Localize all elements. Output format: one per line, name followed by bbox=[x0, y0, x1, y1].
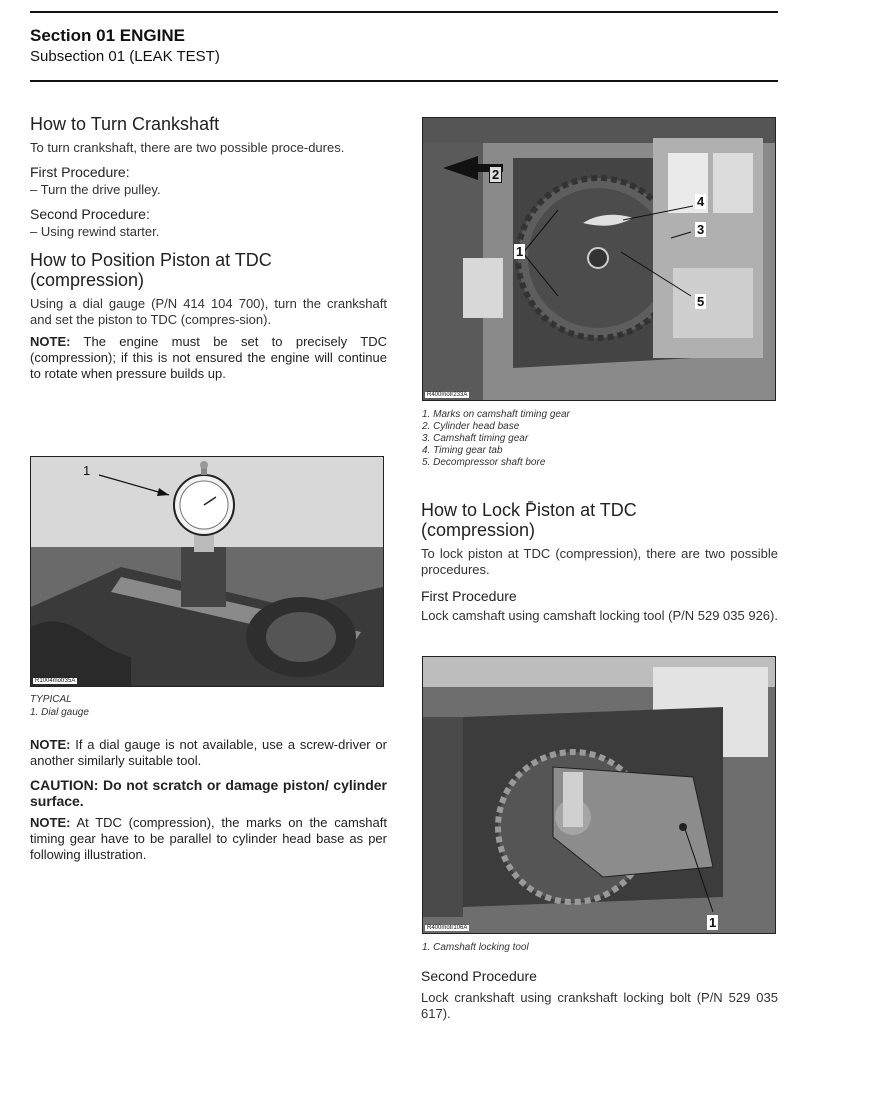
note-text: If a dial gauge is not available, use a screw-driver or another similarly suitable tool. bbox=[30, 737, 387, 768]
lock-first-procedure-heading: First Procedure bbox=[421, 588, 517, 604]
note-tdc-marks bbox=[30, 815, 387, 863]
top-rule bbox=[30, 11, 778, 13]
note-label: NOTE: bbox=[30, 737, 71, 752]
locking-tool-illustration bbox=[423, 657, 775, 933]
lock-piston-heading bbox=[421, 500, 778, 540]
position-heading-line1: How to Position Piston at TDC bbox=[30, 250, 272, 270]
first-procedure-heading: First Procedure: bbox=[30, 164, 130, 180]
dial-gauge-illustration bbox=[31, 457, 383, 686]
timing-gear-callout-4: 4 bbox=[697, 194, 705, 209]
locking-tool-callout-1: 1 bbox=[709, 915, 717, 930]
left-column bbox=[30, 114, 387, 382]
caution-label: CAUTION: bbox=[30, 777, 99, 793]
figure-code: R400motr233A bbox=[427, 392, 468, 398]
dial-gauge-callout-1: 1 bbox=[83, 463, 91, 478]
subsection-title: Subsection 01 (LEAK TEST) bbox=[30, 48, 220, 65]
fig1-caption-item: 1. Dial gauge bbox=[30, 707, 89, 718]
timing-gear-figure bbox=[422, 117, 776, 401]
fig2-caption-3: 3. Camshaft timing gear bbox=[422, 433, 529, 444]
caution-piston bbox=[30, 777, 387, 809]
turn-crankshaft-heading: How to Turn Crankshaft bbox=[30, 114, 220, 134]
position-text: Using a dial gauge (P/N 414 104 700), turn the crankshaft and set the piston to TDC (compres-sion). bbox=[30, 296, 387, 327]
timing-gear-callout-3: 3 bbox=[697, 222, 705, 237]
figure-code: R1004motr35A bbox=[35, 678, 76, 684]
right-column-lower bbox=[421, 968, 778, 1022]
fig2-caption-5: 5. Decompressor shaft bore bbox=[422, 457, 546, 468]
note-label: NOTE: bbox=[30, 334, 71, 349]
second-procedure-heading: Second Procedure: bbox=[30, 206, 150, 222]
fig2-caption-4: 4. Timing gear tab bbox=[422, 445, 503, 456]
locking-tool-figure bbox=[422, 656, 776, 934]
lock-second-procedure-text: Lock crankshaft using crankshaft locking bolt (P/N 529 035 617). bbox=[421, 990, 778, 1021]
second-procedure-text: – Using rewind starter. bbox=[30, 224, 160, 239]
note-text: The engine must be set to precisely TDC (compression); if this is not ensured the engine will continue to rotate when pressure builds up. bbox=[30, 334, 387, 381]
timing-gear-illustration bbox=[423, 118, 775, 400]
position-heading-line2: (compression) bbox=[30, 270, 145, 290]
note-dial-gauge-alt bbox=[30, 737, 387, 769]
timing-gear-callout-1: 1 bbox=[516, 244, 524, 259]
caution-text: Do not scratch or damage piston/ cylinder surface. bbox=[30, 777, 387, 809]
timing-gear-callout-5: 5 bbox=[697, 294, 705, 309]
figure-code: R400motr106A bbox=[427, 925, 468, 931]
lock-heading-line2: (compression) bbox=[421, 520, 536, 540]
header-rule bbox=[30, 80, 778, 82]
first-procedure-text: – Turn the drive pulley. bbox=[30, 182, 161, 197]
turn-intro-text: To turn crankshaft, there are two possible proce-dures. bbox=[30, 140, 345, 155]
note-text: At TDC (compression), the marks on the camshaft timing gear have to be parallel to cylinder head base as per following illustration. bbox=[30, 815, 387, 862]
fig3-caption: 1. Camshaft locking tool bbox=[422, 942, 529, 953]
position-piston-heading bbox=[30, 250, 387, 290]
note-label: NOTE: bbox=[30, 815, 71, 830]
dial-gauge-figure bbox=[30, 456, 384, 687]
fig2-caption-1: 1. Marks on camshaft timing gear bbox=[422, 409, 570, 420]
lock-heading-line1: How to Lock P̄iston at TDC bbox=[421, 500, 637, 520]
timing-gear-callout-2: 2 bbox=[489, 166, 502, 183]
lock-second-procedure-heading: Second Procedure bbox=[421, 968, 537, 984]
note-precise-tdc bbox=[30, 334, 387, 382]
lock-first-procedure-text: Lock camshaft using camshaft locking tool (P/N 529 035 926). bbox=[421, 608, 778, 623]
section-title: Section 01 ENGINE bbox=[30, 26, 185, 45]
left-column-lower bbox=[30, 737, 387, 863]
lock-intro-text: To lock piston at TDC (compression), there are two possible procedures. bbox=[421, 546, 778, 577]
right-column bbox=[421, 500, 778, 624]
fig1-caption-typical: TYPICAL bbox=[30, 694, 72, 705]
fig2-caption-2: 2. Cylinder head base bbox=[422, 421, 520, 432]
